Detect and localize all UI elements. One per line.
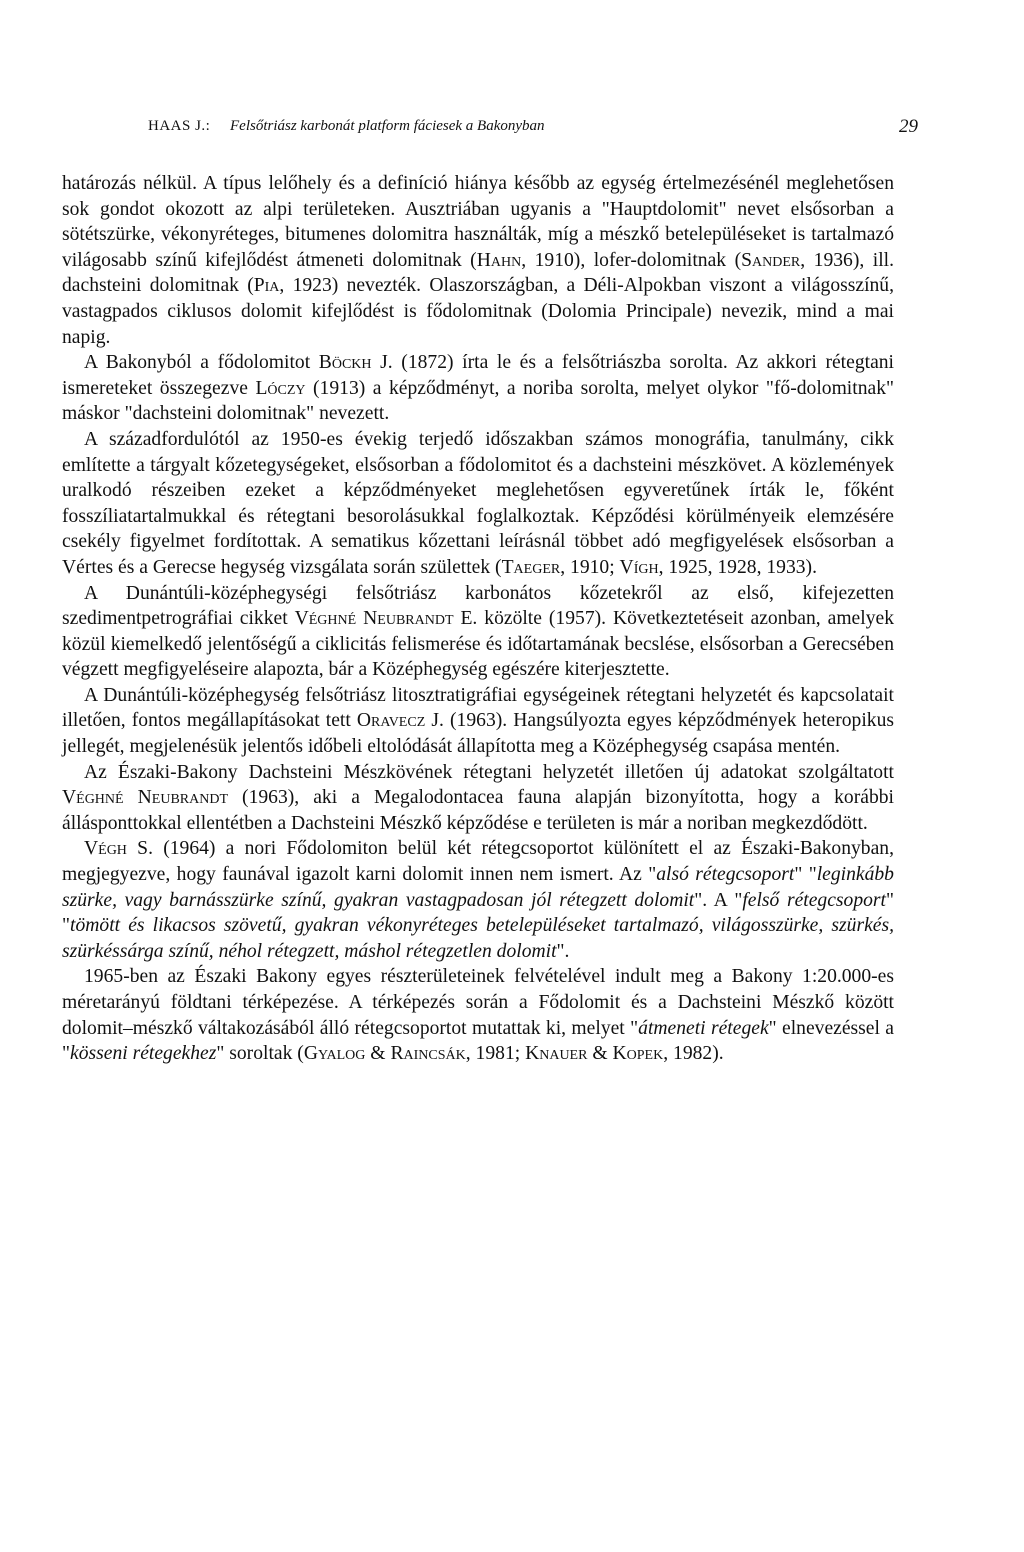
paragraph [62,581,894,683]
text-run: & [365,1043,391,1065]
quoted-term: átmeneti rétegek [638,1017,769,1039]
quoted-term: tömött és likacsos szövetű, gyakran vékonyréteges betelepüléseket tartalmazó, világosszürke, szürkés, szürkéssárga színű, néhol rétegzett, máshol rétegzetlen dolomit [62,915,894,962]
header-title: Felsőtriász karbonát platform fáciesek a Bakonyban [230,118,545,134]
text-run: (1963), aki a Megalodontacea fauna alapján bizonyította, hogy a korábbi állásponttokkal ellentétben a Dachsteini Mészkő képződése e területen is már a noriban megkezdődött. [62,787,894,834]
author-citation: Végh [84,838,127,860]
author-citation: Böckh [318,352,372,374]
quoted-term: leginkább szürke, vagy barnásszürke színű, gyakran vastagpadosan jól rétegzett dolomit [62,864,894,911]
text-run: " " [62,889,894,937]
text-run: " soroltak ( [216,1043,304,1065]
text-run: , 1982). [663,1043,724,1065]
text-run: 1965-ben az Északi Bakony egyes részterületeinek felvételével indult meg a Bakony 1:20.000-es méretarányú földtani térképezése. A térképezés során a Fődolomit és a Dachsteini Mészkő között dolomit–mészkő váltakozásából álló rétegcsoportot mutattak ki, melyet " [62,966,894,1039]
author-citation: Lóczy [255,377,306,399]
author-citation: Véghné Neubrandt [294,608,454,630]
text-run: J. (1963). Hangsúlyozta egyes képződmények heteropikus jellegét, megjelenésük jelentős időbeli eltolódását állapította meg a Középhegység csapása mentén. [62,710,894,758]
text-run: A Dunántúli-középhegység felsőtriász litosztratigráfiai egységeinek rétegtani helyzetét és kapcsolatait illetően, fontos megállapításokat tett [62,684,894,732]
quoted-term: alsó rétegcsoport [656,864,795,886]
text-run: & [587,1043,613,1065]
paragraph [62,427,894,581]
text-run: E. közölte (1957). Következtetéseit azonban, amelyek közül kiemelkedő jelentőségű a ciklicitás felismerése és időtartamának becslése, elsősorban a Gerecsében végzett megfigyeléseire alapozta, bár a Középhegység egészére kiterjesztette. [62,608,894,681]
paragraph [62,760,894,837]
text-run: ". [556,940,570,962]
author-citation: Oravecz [356,710,426,732]
text-run: (1913) a képződményt, a noriba sorolta, melyet olykor "fő-dolomitnak" máskor "dachsteini dolomitnak" nevezett. [62,377,894,425]
text-run: , 1923) nevezték. Olaszországban, a Déli-Alpokban viszont a világosszínű, vastagpados ciklusos dolomit kifejlődést is fődolomitnak (Dolomia Principale) nevezik, mind a mai napig. [62,275,894,348]
author-citation: Vígh [619,556,659,578]
text-run: " elnevezéssel a " [62,1017,894,1065]
author-citation: Gyalog [303,1043,366,1065]
text-run: határozás nélkül. A típus lelőhely és a definíció hiánya később az egység értelmezésénél meglehetősen sok gondot okozott az alpi területeken. Ausztriában ugyanis a "Hauptdolomit" nevet elsősorban a sötétszürke, vékonyréteges, bitumenes dolomitra használták, míg a mészkő betelepüléseket is tartalmazó világosabb színű kifejlődést átmeneti dolomitnak ( [62,173,894,271]
paragraph [62,836,894,964]
text-run: Az Északi-Bakony Dachsteini Mészkövének rétegtani helyzetét illetően új adatokat szolgáltatott [84,761,894,783]
text-run: A Bakonyból a fődolomitot [84,352,319,374]
author-citation: Raincsák [390,1043,466,1065]
text-run: J. (1872) írta le és a felsőtriászba sorolta. Az akkori rétegtani ismereteket összegezve [62,352,895,399]
quoted-term: felső rétegcsoport [742,889,886,911]
author-citation: Knauer [525,1043,588,1065]
text-run: , 1910), lofer-dolomitnak ( [521,249,742,271]
author-citation: Sander [741,249,801,271]
author-citation: Taeger [501,556,561,578]
text-run: S. (1964) a nori Fődolomiton belül két rétegcsoportot különített el az Északi-Bakonyban, megjegyezve, hogy faunával igazolt karni dolomit innen nem ismert. Az " [62,838,894,886]
text-run: A Dunántúli-középhegységi felsőtriász karbonátos kőzetekről az első, kifejezetten szedimentpetrográfiai cikket [62,582,894,630]
text-run: , 1936), ill. dachsteini dolomitnak ( [62,249,894,297]
paragraph [62,171,894,350]
text-run: ". A " [694,889,743,911]
page-number: 29 [899,116,918,137]
paragraph [62,964,894,1066]
author-citation: Véghné Neubrandt [62,787,228,809]
author-citation: Pia [253,275,280,297]
quoted-term: kösseni rétegekhez [70,1043,217,1065]
author-citation: Hahn [476,249,522,271]
paragraph [62,683,894,760]
text-run: " " [794,864,817,886]
text-run: , 1981; [465,1043,526,1065]
header-author: HAAS J.: [148,118,211,134]
text-run: A századfordulótól az 1950-es évekig terjedő időszakban számos monográfia, tanulmány, cikk említette a tárgyalt kőzetegységeket, elsősorban a fődolomitot és a dachsteini mészkövet. A közlemények uralkodó részeiben ezeket a képződményeket meglehetősen egyveretűnek írták le, főként fosszíliatartalmukkal és rétegtani besorolásukkal foglalkoztak. Képződési körülményeik elemzésére csekély figyelmet fordítottak. A sematikus kőzettani leírásnál többet adó megfigyelések elsősorban a Vértes és a Gerecse hegység vizsgálata során születtek ( [62,428,894,578]
running-header [148,118,918,144]
body-text [62,171,894,1067]
text-run: , 1910; [560,556,620,578]
author-citation: Kopek [612,1043,664,1065]
text-run: , 1925, 1928, 1933). [658,556,817,578]
paragraph [62,350,894,427]
